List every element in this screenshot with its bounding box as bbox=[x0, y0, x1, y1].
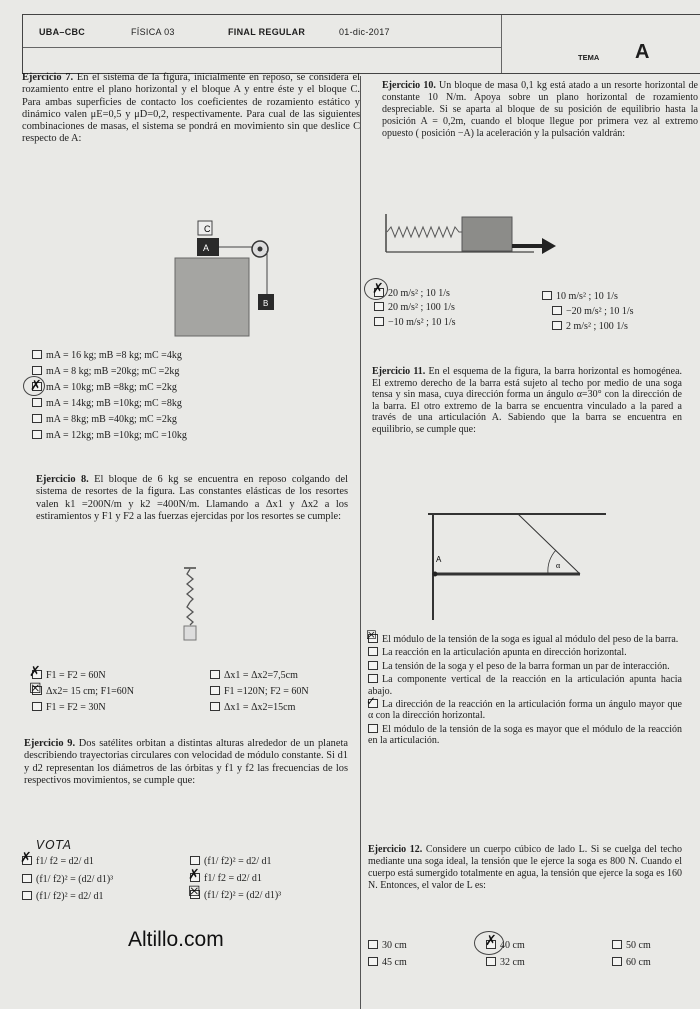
exercise-12 bbox=[368, 844, 682, 892]
rope bbox=[518, 514, 580, 574]
ej10-option-5[interactable]: −10 m/s² ; 10 1/s bbox=[374, 317, 456, 329]
label-c: C bbox=[204, 224, 211, 234]
label-a: A bbox=[436, 555, 442, 564]
crossed-box-icon: ☒ bbox=[188, 884, 201, 900]
exercise-11 bbox=[372, 366, 682, 436]
header-line bbox=[23, 47, 501, 48]
angle-arc bbox=[548, 550, 556, 574]
exercise-9-title: Ejercicio 9. bbox=[24, 738, 76, 749]
selected-x-mark-icon: ✗ bbox=[20, 850, 32, 866]
ej11-option-4[interactable]: La componente vertical de la reacción en la articulación apunta hacia abajo. bbox=[368, 674, 682, 697]
ej9-option-6[interactable]: (f1/ f2)² = (d2/ d1)³ bbox=[190, 890, 281, 902]
checkbox[interactable] bbox=[22, 891, 32, 900]
ej7-option-2[interactable]: mA = 8 kg; mB =20kg; mC =2kg bbox=[32, 366, 179, 378]
ej9-option-1[interactable]: f1/ f2 = d2/ d1 bbox=[22, 856, 94, 868]
exercise-12-text: Considere un cuerpo cúbico de lado L. Si se cuelga del techo mediante una soga ideal, la tensión que le ejerce la soga es 800 N. Cuando el cuerpo está sumergido totalmente en agua, la tensión que ejerce la soga es 160 N. Entonces, el valor de L es: bbox=[368, 844, 682, 891]
crossed-box-icon: ☒ bbox=[366, 628, 377, 642]
pen-circle-icon bbox=[474, 931, 504, 955]
ej10-option-4[interactable]: −20 m/s² ; 10 1/s bbox=[552, 306, 634, 318]
exam-date: 01-dic-2017 bbox=[339, 27, 390, 37]
ej8-option-5[interactable]: F1 = F2 = 30N bbox=[32, 702, 106, 714]
school-name: UBA–CBC bbox=[39, 27, 86, 37]
ej9-option-3[interactable]: (f1/ f2)² = (d2/ d1)³ bbox=[22, 874, 113, 886]
exercise-11-title: Ejercicio 11. bbox=[372, 366, 426, 377]
watermark: Altillo.com bbox=[128, 928, 224, 951]
selected-x-mark-icon: ✗ bbox=[372, 281, 384, 297]
exercise-12-title: Ejercicio 12. bbox=[368, 844, 423, 855]
ej11-options bbox=[368, 634, 682, 749]
checkbox[interactable] bbox=[612, 957, 622, 966]
ej8-option-6[interactable]: Δx1 = Δx2=15cm bbox=[210, 702, 295, 714]
checkbox[interactable] bbox=[32, 702, 42, 711]
checkbox[interactable] bbox=[552, 306, 562, 315]
figure-8-springs bbox=[180, 566, 200, 646]
tema-label: TEMA bbox=[578, 53, 600, 62]
checkbox[interactable] bbox=[368, 647, 378, 656]
checkbox[interactable] bbox=[32, 430, 42, 439]
checkbox[interactable] bbox=[22, 874, 32, 883]
ej10-option-1[interactable]: 20 m/s² ; 10 1/s bbox=[374, 288, 450, 300]
ej12-option-6[interactable]: 60 cm bbox=[612, 957, 651, 969]
ej9-option-5[interactable]: (f1/ f2)² = d2/ d1 bbox=[22, 891, 104, 903]
checkbox[interactable] bbox=[32, 414, 42, 423]
spring-k1 bbox=[187, 569, 193, 602]
ej12-option-2[interactable]: 40 cm bbox=[486, 940, 525, 952]
exercise-9 bbox=[24, 738, 348, 787]
exercise-10-title: Ejercicio 10. bbox=[382, 80, 436, 91]
checkbox[interactable] bbox=[32, 350, 42, 359]
exercise-7-title: Ejercicio 7. bbox=[22, 72, 74, 83]
pulley-axle bbox=[258, 247, 263, 252]
selected-x-mark-icon: ✗ bbox=[30, 378, 42, 394]
ej9-option-4[interactable]: f1/ f2 = d2/ d1 bbox=[190, 873, 262, 885]
checkbox[interactable] bbox=[368, 940, 378, 949]
checkbox[interactable] bbox=[368, 661, 378, 670]
ej7-option-5[interactable]: mA = 8kg; mB =40kg; mC =2kg bbox=[32, 414, 177, 426]
ej10-option-6[interactable]: 2 m/s² ; 100 1/s bbox=[552, 321, 628, 333]
checkbox[interactable] bbox=[368, 957, 378, 966]
checkbox[interactable] bbox=[190, 856, 200, 865]
checkbox[interactable] bbox=[210, 670, 220, 679]
exercise-9-text: Dos satélites orbitan a distintas alturas alrededor de un planeta describiendo trayectorias circulares con velocidad de módulo constante. Si d1 y d2 representan los diámetros de las órbitas y f1 y f2 las frecuencias de los respectivos movimientos, se cumple que: bbox=[24, 738, 348, 786]
ej10-option-3[interactable]: 20 m/s² ; 100 1/s bbox=[374, 302, 455, 314]
label-a: A bbox=[203, 243, 210, 253]
checkbox[interactable] bbox=[210, 686, 220, 695]
exercise-7 bbox=[22, 72, 360, 146]
ej12-option-3[interactable]: 50 cm bbox=[612, 940, 651, 952]
ej10-option-2[interactable]: 10 m/s² ; 10 1/s bbox=[542, 291, 618, 303]
ej8-option-2[interactable]: Δx1 = Δx2=7,5cm bbox=[210, 670, 298, 682]
checkbox[interactable] bbox=[612, 940, 622, 949]
exercise-8-title: Ejercicio 8. bbox=[36, 474, 89, 485]
block bbox=[462, 217, 512, 251]
selected-x-mark-icon: ✗ bbox=[29, 664, 41, 680]
ej7-option-4[interactable]: mA = 14kg; mB =10kg; mC =8kg bbox=[32, 398, 182, 410]
ej11-option-1[interactable]: El módulo de la tensión de la soga es igual al módulo del peso de la barra. bbox=[368, 634, 682, 645]
figure-7-blocks bbox=[160, 218, 290, 340]
ej11-option-3[interactable]: La tensión de la soga y el peso de la barra forman un par de interacción. bbox=[368, 661, 682, 672]
ej8-option-1[interactable]: F1 = F2 = 60N bbox=[32, 670, 106, 682]
exercise-8 bbox=[36, 474, 348, 523]
figure-10-spring-block bbox=[384, 212, 564, 264]
selected-x-mark-icon: ✗ bbox=[485, 933, 497, 949]
exercise-8-text: El bloque de 6 kg se encuentra en reposo colgando del sistema de resortes de la figura. Las constantes elásticas de los resortes valen k1 =200N/m y k2 =400N/m. Llamando a Δx1 y Δx2 a los estiramientos y F1 y F2 a las fuerzas ejercidas por los resortes se cumple: bbox=[36, 474, 348, 522]
ej12-option-4[interactable]: 45 cm bbox=[368, 957, 407, 969]
checkbox[interactable] bbox=[542, 291, 552, 300]
ej7-option-1[interactable]: mA = 16 kg; mB =8 kg; mC =4kg bbox=[32, 350, 182, 362]
table-block bbox=[175, 258, 249, 336]
label-alpha: α bbox=[556, 561, 561, 570]
ej11-option-6[interactable]: El módulo de la tensión de la soga es mayor que el módulo de la reacción en la articulación. bbox=[368, 723, 682, 747]
exam-type: FINAL REGULAR bbox=[228, 27, 306, 37]
checkbox[interactable] bbox=[210, 702, 220, 711]
selected-check-mark-icon: ✓ bbox=[366, 694, 377, 708]
arrow-head-icon bbox=[542, 238, 556, 254]
ej7-option-6[interactable]: mA = 12kg; mB =10kg; mC =10kg bbox=[32, 430, 187, 442]
ej8-option-3[interactable]: Δx2= 15 cm; F1=60N bbox=[32, 686, 134, 698]
checkbox[interactable] bbox=[368, 674, 378, 683]
ej9-option-2[interactable]: (f1/ f2)² = d2/ d1 bbox=[190, 856, 272, 868]
exercise-7-text: En el sistema de la figura, inicialmente en reposo, se considera el rozamiento entre el plano horizontal y el bloque A y entre éste y el bloque C. Para ambas superficies de contacto los coeficientes de rozamiento estático y dinámico valen μE=0,5 y μD=0,2, respectivamente. Para cual de las siguientes combinaciones de masas, el sistema se pondrá en movimiento sin que deslice C respecto de A: bbox=[22, 72, 360, 145]
checkbox[interactable] bbox=[32, 398, 42, 407]
checkbox[interactable] bbox=[374, 302, 384, 311]
exercise-11-text: En el esquema de la figura, la barra horizontal es homogénea. El extremo derecho de la barra está sujeto al techo por medio de una soga tensa y sin masa, cuya dirección forma un ángulo α=30° con la dirección de la barra. El otro extremo de la barra se encuentra vinculado a la pared a través de una articulación A. Sabiendo que la barra se encuentra en equilibrio, se cumple que: bbox=[372, 366, 683, 435]
column-divider bbox=[360, 76, 361, 1009]
exercise-10 bbox=[382, 80, 698, 140]
spring bbox=[387, 227, 474, 237]
figure-11-bar-rope bbox=[428, 506, 613, 622]
hanging-block bbox=[184, 626, 196, 640]
articulation-a bbox=[433, 572, 438, 577]
tema-value: A bbox=[635, 41, 650, 63]
handwritten-note: VOTA bbox=[36, 838, 73, 852]
label-b: B bbox=[263, 299, 269, 308]
pen-circle-icon bbox=[23, 376, 45, 396]
header-divider bbox=[501, 15, 502, 73]
checkbox[interactable] bbox=[368, 724, 378, 733]
selected-x-mark-icon: ✗ bbox=[188, 867, 200, 883]
checkbox[interactable] bbox=[552, 321, 562, 330]
checkbox[interactable] bbox=[32, 366, 42, 375]
pen-circle-icon bbox=[364, 278, 388, 300]
crossed-box-icon: ☒ bbox=[29, 681, 42, 697]
spring-k2 bbox=[187, 602, 193, 625]
exam-header bbox=[22, 14, 700, 74]
checkbox[interactable] bbox=[374, 317, 384, 326]
ej7-option-3[interactable]: mA = 10kg; mB =8kg; mC =2kg bbox=[32, 382, 177, 394]
ej11-option-5[interactable]: La dirección de la reacción en la articulación forma un ángulo mayor que α con la dirección horizontal. bbox=[368, 699, 682, 722]
ej8-option-4[interactable]: F1 =120N; F2 = 60N bbox=[210, 686, 309, 698]
subject-name: FÍSICA 03 bbox=[131, 27, 175, 37]
checkbox[interactable] bbox=[486, 957, 496, 966]
exercise-10-text: Un bloque de masa 0,1 kg está atado a un resorte horizontal de constante 10 N/m. Apoya sobre un plano horizontal de rozamiento despreciable. Si se aparta al bloque de su posición de equilibrio hasta la posición A = 0,2m, cuando el bloque llegue por primera vez al extremo opuesto ( posición −A) la aceleración y la pulsación valdrán: bbox=[382, 80, 698, 139]
ej12-option-1[interactable]: 30 cm bbox=[368, 940, 407, 952]
ej11-option-2[interactable]: La reacción en la articulación apunta en dirección horizontal. bbox=[368, 647, 682, 658]
ej12-option-5[interactable]: 32 cm bbox=[486, 957, 525, 969]
